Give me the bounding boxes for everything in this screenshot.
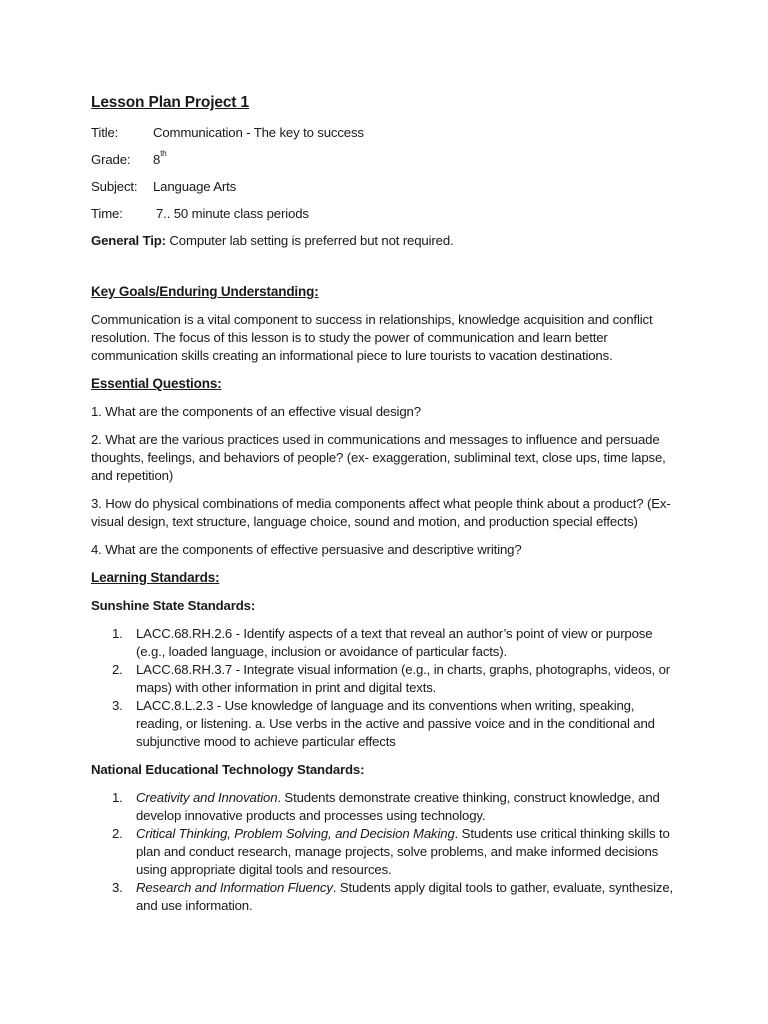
goals-text: Communication is a vital component to success in relationships, knowledge acquisition and conflict resolution. The focus of this lesson is to study the power of communication and learn better communication skills creating an informational piece to lure tourists to vacation destinations.: [91, 312, 653, 363]
meta-time-label: Time:: [91, 206, 123, 221]
essential-question-2: 2. What are the various practices used in communications and messages to influence and persuade thoughts, feelings, and behaviors of people? (ex- exaggeration, subliminal text, close ups, time lapse, and repetition): [91, 432, 666, 483]
general-tip-label: General Tip:: [91, 233, 166, 248]
meta-subject-label: Subject:: [91, 179, 138, 194]
section-spacer: [91, 250, 681, 283]
list-item-emphasis: Creativity and Innovation: [136, 790, 278, 805]
list-item-text-wrap: [136, 789, 681, 825]
meta-time-row: [91, 205, 681, 223]
list-item-number: 3.: [112, 880, 123, 895]
nets-standards-heading: National Educational Technology Standards:: [91, 762, 365, 777]
sunshine-standards-heading: Sunshine State Standards:: [91, 598, 256, 613]
list-item: [91, 625, 681, 661]
list-item-text: LACC.8.L.2.3 - Use knowledge of language and its conventions when writing, speaking, reading, or listening. a. Use verbs in the active and passive voice and in the conditional and subjunctive mood to achieve particular effects: [136, 698, 655, 749]
meta-title-label: Title:: [91, 125, 119, 140]
list-item-number: 3.: [112, 698, 123, 713]
list-item: [91, 661, 681, 697]
nets-standards-list: [91, 789, 681, 915]
list-item-text: . Students apply digital tools to gather, evaluate, synthesize, and use information.: [136, 880, 674, 913]
meta-title-row: [91, 124, 681, 142]
list-item-number: 1.: [112, 626, 123, 641]
sunshine-standards-list: [91, 625, 681, 751]
list-item: [91, 789, 681, 825]
essential-question-4: 4. What are the components of effective persuasive and descriptive writing?: [91, 542, 522, 557]
list-item-text: . Students use critical thinking skills to plan and conduct research, manage projects, solve problems, and make informed decisions using appropriate digital tools and resources.: [136, 826, 670, 877]
meta-grade-value: 8: [153, 152, 161, 167]
list-item: [91, 879, 681, 915]
meta-time-value: 7.. 50 minute class periods: [156, 206, 309, 221]
list-item-number: 1.: [112, 790, 123, 805]
meta-title-value: Communication - The key to success: [153, 125, 364, 140]
meta-grade-label: Grade:: [91, 152, 131, 167]
list-item-emphasis: Critical Thinking, Problem Solving, and Decision Making: [136, 826, 455, 841]
essential-question-1: 1. What are the components of an effective visual design?: [91, 404, 421, 419]
essential-questions-heading: Essential Questions:: [91, 376, 222, 391]
list-item-text: LACC.68.RH.2.6 - Identify aspects of a text that reveal an author’s point of view or purpose (e.g., loaded language, inclusion or avoidance of particular facts).: [136, 626, 653, 659]
general-tip-text: Computer lab setting is preferred but not required.: [165, 233, 454, 248]
meta-grade-suffix: th: [160, 149, 167, 158]
general-tip: [91, 232, 681, 250]
list-item: [91, 825, 681, 879]
list-item-emphasis: Research and Information Fluency: [136, 880, 333, 895]
document-page: [91, 92, 681, 925]
list-item-number: 2.: [112, 826, 123, 841]
learning-standards-heading: Learning Standards:: [91, 570, 220, 585]
goals-heading: Key Goals/Enduring Understanding:: [91, 284, 319, 299]
list-item-number: 2.: [112, 662, 123, 677]
essential-question-3: 3. How do physical combinations of media components affect what people think about a product? (Ex- visual design, text structure, language choice, sound and motion, and production special effects): [91, 496, 671, 529]
list-item: [91, 697, 681, 751]
list-item-text: LACC.68.RH.3.7 - Integrate visual information (e.g., in charts, graphs, photographs, videos, or maps) with other information in print and digital texts.: [136, 662, 671, 695]
meta-subject-value: Language Arts: [153, 179, 237, 194]
document-title: Lesson Plan Project 1: [91, 94, 249, 111]
meta-grade-row: [91, 151, 681, 169]
list-item-text-wrap: [136, 825, 681, 879]
list-item-text-wrap: [136, 879, 681, 915]
meta-subject-row: [91, 178, 681, 196]
meta-grade-value-wrap: [153, 151, 167, 169]
list-item-text: . Students demonstrate creative thinking, construct knowledge, and develop innovative products and processes using technology.: [136, 790, 660, 823]
